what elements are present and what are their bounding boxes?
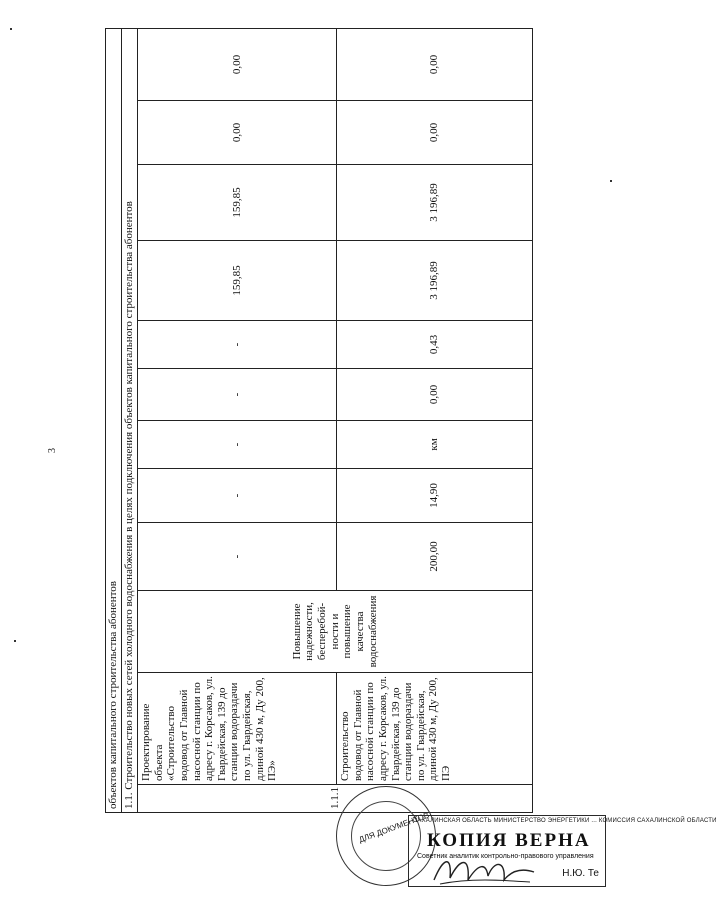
investment-table [105, 28, 533, 813]
rotated-table-container [105, 29, 522, 813]
project-name: Проектирование объекта «Строительство водовод от Главной насосной станции по адресу г. Корсаков, ул. Гвардейская, 139 до станции водораздачи по ул. Гвардейская, длиной 430 м, Ду 200, ПЭ» [138, 673, 337, 785]
stamp-organization: САХАЛИНСКАЯ ОБЛАСТЬ МИНИСТЕРСТВО ЭНЕРГЕТИКИ ... КОМИССИЯ САХАЛИНСКОЙ ОБЛАСТИ [413, 818, 717, 824]
scan-speck [14, 640, 16, 642]
value-cell: 0,43 [337, 321, 533, 369]
value-cell: 14,90 [337, 469, 533, 523]
value-cell: - [138, 421, 337, 469]
table-row [138, 28, 337, 812]
value-cell: 0,00 [337, 28, 533, 100]
value-cell: - [138, 321, 337, 369]
project-name: Строительство водовод от Главной насосной станции по адресу г. Корсаков, ул. Гвардейская, 139 до станции водораздачи по ул. Гвардейская, длиной 430 м, Ду 200, ПЭ [337, 673, 533, 785]
stamp-position: Советник аналитик контрольно-правового управления [417, 853, 594, 860]
value-cell: 0,00 [337, 369, 533, 421]
row-number: 1.1.1 [138, 785, 533, 813]
scan-speck [10, 28, 12, 30]
table-row [337, 28, 533, 812]
value-cell: 3 196,89 [337, 165, 533, 241]
value-cell: 0,00 [138, 101, 337, 165]
value-cell: 200,00 [337, 523, 533, 591]
subsection-header: 1.1. Строительство новых сетей холодного водоснабжения в целях подключения объектов капитального строительства абонентов [122, 28, 138, 812]
value-cell: км [337, 421, 533, 469]
value-cell: 0,00 [337, 101, 533, 165]
stamp-title: КОПИЯ ВЕРНА [427, 830, 591, 851]
value-cell: 3 196,89 [337, 241, 533, 321]
handwritten-signature [430, 850, 540, 890]
project-goal: Повышение надежности, бесперебой-ности и повышение качества водоснабжения [138, 591, 533, 673]
value-cell: 0,00 [138, 28, 337, 100]
section-header: объектов капитального строительства абонентов [106, 28, 122, 812]
value-cell: 159,85 [138, 165, 337, 241]
value-cell: - [138, 369, 337, 421]
page-number: 3 [47, 448, 58, 453]
stamp-person: Н.Ю. Те [562, 868, 599, 879]
seal-text: ДЛЯ ДОКУМЕНТОВ [357, 810, 431, 845]
value-cell: 159,85 [138, 241, 337, 321]
value-cell: - [138, 469, 337, 523]
value-cell: - [138, 523, 337, 591]
scan-speck [610, 180, 612, 182]
